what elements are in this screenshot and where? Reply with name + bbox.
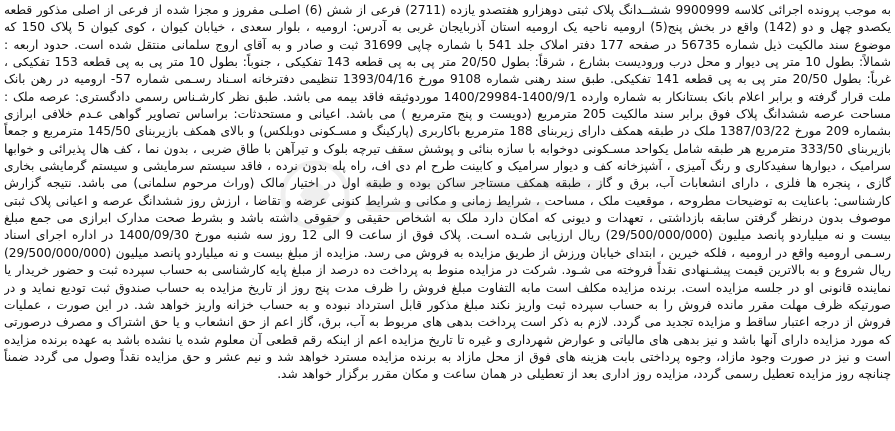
auction-notice-text: به موجب پرونده اجرائی کلاسه 9900999 ششــدانگ پلاک ثبتی دوهزارو هفتصدو یازده (2711) فرعی از شش (6) اصلـی مفروز و مجزا شده از فرعی از اصلی مذکور قطعه یکصدو چهل و دو (142) واقع در بخش پنج(5) ارومیه ناحیه یک ارومیه استان آذربایجان غربی به آدرس: ارومیه ، بلوار سعدی ، خیابان کیوان ، کوی کیوان 5 پلاک 150 که موضوع سند مالکیت ذیل شماره 56735 در صفحه 177 دفتر املاک جلد 541 با شماره چاپی 31699 ثبت و صادر و به آقای اروج سلمانی منتقل شده است. حدود اربعه : شمالاً: بطول 10 متر پی دیوار و محل درب ورودیست بشارع ، شرقاً: بطول 20/50 متر پی به پی قطعه 143 تفکیکی ، جنوباً: بطول 10 متر پی به پی قطعه 153 تفکیکی ، غرباً: بطول 20/50 متر پی به پی قطعه 141 تفکیکی. طبق سند رهنی شماره 9108 مورخ 1393/04/16 تنظیمی دفترخانه اسـناد رسـمی شماره 57- ارومیه در رهن بانک ملت قرار گرفته و برابر اعلام بانک بستانکار به شماره وارده 1400/9/1-1400/29984 موردوثیقه فاقد بیمه می باشد. طبق نظر کارشـناس رسمی دادگستری: عرصه ملک : مساحت عرصه ششدانگ پلاک فوق برابر سند مالکیت 205 مترمربع (دویست و پنج مترمربع ) می باشد. اعیانی و مستحدثات: براساس تصاویر گواهی عـدم خلافی ابرازی بشماره 209 مورخ 1387/03/22 ملک در طبقه همکف دارای زیربنای 188 مترمربع باکاربری (پارکینگ و مسـکونی دوبلکس) و بالای همکف بازیربنای 145/50 مترمربع و جمعاً بازیربنای 333/50 مترمربع هر طبقه شامل یکواحد مسـکونی دوخوابه با سازه بنائی و پوشش سقف تیرچه بلوک و تیرآهن با طاق ضربی ، بدون نما ، کف هال پذیرائی و خوابها سرامیک ، دیوارها سفیدکاری و رنگ آمیزی ، آشپزخانه کف و دیوار سرامیک و کابینت طرح ام دی اف، راه پله بدون نرده ، فاقد سیستم سرمایشی و سیستم گرمایشی بخاری گازی ، پنجره ها فلزی ، دارای انشعابات آب، برق و گاز ، طبقه همکف مستاجر ساکن بوده و طبقه اول در اختیار مالک (وراث مرحوم سلمانی) می باشد. نتیجه گزارش کارشناسی: باعنایت به توضیحات مطروحه ، موقعیت ملک ، مساحت ، شرایط زمانی و مکانی و شرایط کنونی عرضه و تقاضا ، ارزش روز ششدانگ عرصه و اعیانی پلاک ثبتی موصوف بدون درنظر گرفتن سابقه بازداشتی ، تعهدات و دیونی که امکان دارد ملک به اشخاص حقیقی و حقوقی داشته باشد و بشرط صحت مدارک ابرازی می جمع مبلغ بیست و نه میلیاردو پانصد میلیون (29/500/000/000) ریال ارزیابی شـده اسـت. پلاک فوق از ساعت 9 الی 12 روز سه شنبه مورخ 1400/09/30 در اداره اجرای اسناد رسـمی ارومیه واقع در ارومیه ، فلکه خیرین ، ابتدای خیابان ورزش از طریق مزایده به فروش می رسد. مزایده از مبلغ بیست و نه میلیاردو پانصد میلیون (29/500/000/000) ریال شروع و به بالاترین قیمت پیشـنهادی نقداً فروخته می شـود. شرکت در مزایده منوط به پرداخت ده درصد از مبلغ پایه کارشناسی به حساب سپرده ثبت و حضور خریدار یا نماینده قانونی او در جلسه مزایده است. برنده مزایده مکلف است مابه التفاوت مبلغ فروش را ظرف مدت پنج روز از تاریخ مزایده به حساب صندوق ثبت تودیع نماید و در صورتیکه ظرف مهلت مقرر مانده فروش را به حساب سپرده ثبت واریز نکند مبلغ مذکور قابل استرداد نبوده و به حساب خزانه واریز خواهد شد. در این صورت ، عملیات فروش از درجه اعتبار ساقط و مزایده تجدید می گردد. لازم به ذکر است پرداخت بدهی های مربوط به آب، برق، گاز اعم از حق انشعاب و یا حق اشتراک و مصرف درصورتی که مورد مزایده دارای آنها باشد و نیز بدهی های مالیاتی و عوارض شهرداری و غیره تا تاریخ مزایده اعم از اینکه رقم قطعی آن معلوم شده یا نشده باشد به عهده برنده مزایده است و نیز در صورت وجود مازاد، وجوه پرداختی بابت هزینه های فوق از محل مازاد به برنده مزایده مسترد خواهد شد و نیم عشر و حق مزایده نقداً وصول می گردد ضمناً چنانچه روز مزایده تعطیل رسمی گردد، مزایده روز اداری بعد از تعطیلی در همان ساعت و مکان مقرر برگزار خواهد شد. bbox=[4, 3, 891, 382]
